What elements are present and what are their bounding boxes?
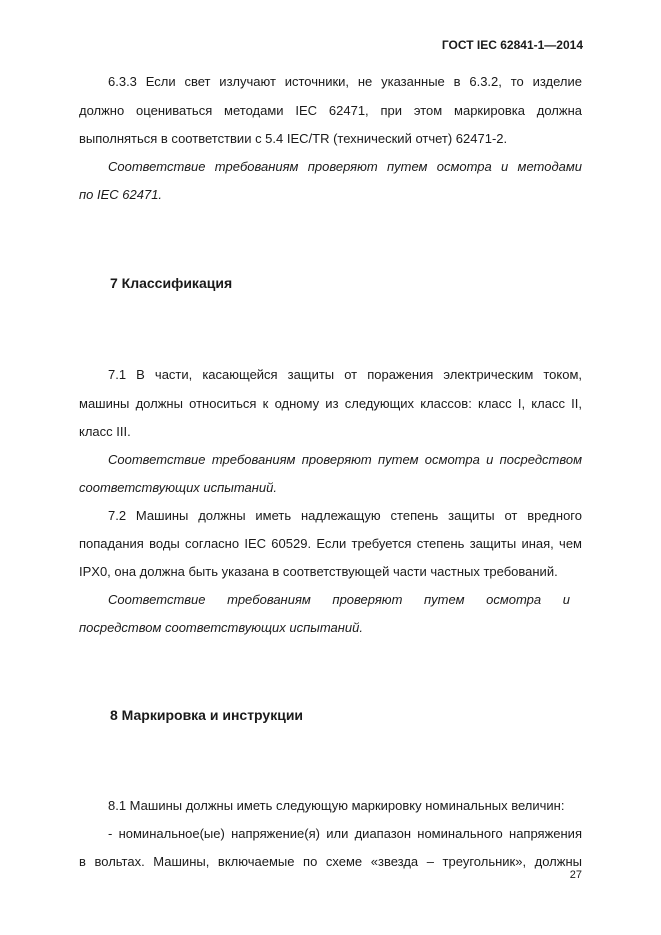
para-8-1-line-3: в вольтах. Машины, включаемые по схеме «звезда – треугольник», должны <box>79 854 582 869</box>
compliance-7-1-line-2: соответствующих испытаний. <box>79 480 278 495</box>
para-8-1-line-2: - номинальное(ые) напряжение(я) или диапазон номинального напряжения <box>108 826 582 841</box>
para-6-3-3-line-1: 6.3.3 Если свет излучают источники, не указанные в 6.3.2, то изделие <box>108 74 582 89</box>
para-7-2-line-1: 7.2 Машины должны иметь надлежащую степень защиты от вредного <box>108 508 582 523</box>
section-8-heading: 8 Маркировка и инструкции <box>110 707 304 723</box>
compliance-7-2-line-2: посредством соответствующих испытаний. <box>79 620 363 635</box>
compliance-6-3-3-line-2: по IEC 62471. <box>79 187 163 202</box>
section-7-heading: 7 Классификация <box>110 275 233 291</box>
document-header: ГОСТ IEC 62841-1—2014 <box>441 38 583 52</box>
para-7-2-line-3: IPX0, она должна быть указана в соответствующей части частных требований. <box>79 564 558 579</box>
para-6-3-3-line-2: должно оцениваться методами IEC 62471, при этом маркировка должна <box>79 103 582 118</box>
compliance-7-1-line-1: Соответствие требованиям проверяют путем осмотра и посредством <box>108 452 582 467</box>
para-7-2-line-2: попадания воды согласно IEC 60529. Если требуется степень защиты иная, чем <box>79 536 582 551</box>
compliance-6-3-3-line-1: Соответствие требованиям проверяют путем осмотра и методами <box>108 159 582 174</box>
para-7-1-line-2: машины должны относиться к одному из следующих классов: класс I, класс II, <box>79 396 582 411</box>
para-8-1-line-1: 8.1 Машины должны иметь следующую маркировку номинальных величин: <box>108 798 565 813</box>
para-6-3-3-line-3: выполняться в соответствии с 5.4 IEC/TR (технический отчет) 62471-2. <box>79 131 508 146</box>
compliance-7-2-line-1: Соответствие требованиям проверяют путем осмотра и <box>108 592 570 607</box>
page-number: 27 <box>569 869 582 881</box>
para-7-1-line-3: класс III. <box>79 424 131 439</box>
para-7-1-line-1: 7.1 В части, касающейся защиты от поражения электрическим током, <box>108 367 582 382</box>
